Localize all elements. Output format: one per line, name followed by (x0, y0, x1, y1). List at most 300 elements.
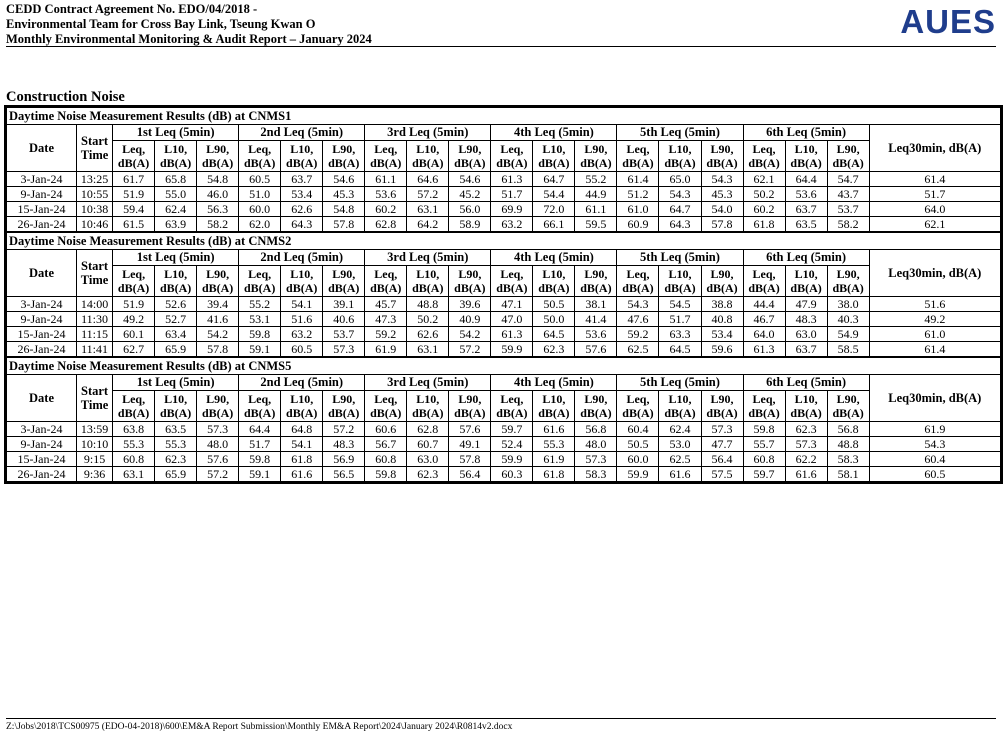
leq30-cell: 60.4 (869, 452, 1000, 467)
subcol-header (533, 141, 575, 172)
value-cell: 60.5 (281, 342, 323, 358)
subcol-header-line: dB(A) (664, 281, 696, 295)
leq30-cell: 49.2 (869, 312, 1000, 327)
leq-group-header: 2nd Leq (5min) (239, 250, 365, 266)
leq30-cell: 51.6 (869, 297, 1000, 312)
noise-table-body (7, 108, 1001, 482)
subcol-header (617, 141, 659, 172)
header-line-3: Monthly Environmental Monitoring & Audit Report – January 2024 (6, 32, 372, 46)
value-cell: 60.1 (113, 327, 155, 342)
value-cell: 54.1 (281, 297, 323, 312)
value-cell: 55.3 (155, 437, 197, 452)
value-cell: 59.1 (239, 342, 281, 358)
subcol-header-line: Leq, (752, 267, 776, 281)
leq30-cell: 54.3 (869, 437, 1000, 452)
subcol-header-line: dB(A) (159, 406, 192, 420)
value-cell: 60.4 (617, 422, 659, 437)
subcol-header-line: L90, (710, 142, 734, 156)
value-cell: 62.2 (785, 452, 827, 467)
value-cell: 59.7 (743, 467, 785, 482)
value-cell: 53.7 (323, 327, 365, 342)
subcol-header (407, 391, 449, 422)
header-line-1: CEDD Contract Agreement No. EDO/04/2018 - (6, 2, 258, 16)
header-row-groups (7, 250, 1001, 266)
subcol-header-line: dB(A) (580, 156, 612, 170)
value-cell: 54.8 (323, 202, 365, 217)
subcol-header-line: L10, (164, 267, 188, 281)
value-cell: 57.8 (197, 342, 239, 358)
value-cell: 54.0 (701, 202, 743, 217)
value-cell: 57.8 (323, 217, 365, 233)
leq-group-header: 6th Leq (5min) (743, 125, 869, 141)
date-cell: 3-Jan-24 (7, 422, 77, 437)
subcol-header-line: dB(A) (412, 281, 444, 295)
value-cell: 62.0 (239, 217, 281, 233)
subcol-header-line: dB(A) (412, 156, 444, 170)
subcol-header (281, 141, 323, 172)
value-cell: 59.9 (491, 452, 533, 467)
table-row (7, 187, 1001, 202)
value-cell: 54.7 (827, 172, 869, 187)
table-title: Daytime Noise Measurement Results (dB) at CNMS2 (7, 232, 1001, 250)
subcol-header-line: dB(A) (580, 281, 612, 295)
value-cell: 51.2 (617, 187, 659, 202)
subcol-header-line: dB(A) (580, 406, 612, 420)
value-cell: 63.4 (155, 327, 197, 342)
value-cell: 54.3 (659, 187, 701, 202)
value-cell: 51.6 (281, 312, 323, 327)
leq-group-header: 5th Leq (5min) (617, 125, 743, 141)
time-cell: 11:30 (77, 312, 113, 327)
subcol-header-line: L90, (206, 267, 230, 281)
leq30-cell: 60.5 (869, 467, 1000, 482)
value-cell: 45.3 (701, 187, 743, 202)
value-cell: 45.2 (449, 187, 491, 202)
header-row-groups (7, 125, 1001, 141)
value-cell: 56.4 (701, 452, 743, 467)
value-cell: 50.2 (743, 187, 785, 202)
value-cell: 63.7 (785, 202, 827, 217)
subcol-header-line: Leq, (752, 142, 776, 156)
subcol-header-line: dB(A) (159, 281, 192, 295)
value-cell: 60.2 (365, 202, 407, 217)
subcol-header (197, 141, 239, 172)
subcol-header (239, 266, 281, 297)
start-time-header-line: Start (81, 259, 109, 273)
subcol-header (785, 141, 827, 172)
subcol-header-line: L90, (332, 392, 356, 406)
subcol-header (659, 391, 701, 422)
value-cell: 59.8 (743, 422, 785, 437)
subcol-header-line: L10, (290, 267, 314, 281)
subcol-header-line: dB(A) (706, 406, 738, 420)
subcol-header-line: L10, (164, 392, 188, 406)
value-cell: 54.6 (323, 172, 365, 187)
subcol-header (155, 266, 197, 297)
value-cell: 61.6 (659, 467, 701, 482)
value-cell: 38.0 (827, 297, 869, 312)
time-cell: 11:15 (77, 327, 113, 342)
subcol-header-line: L90, (458, 392, 482, 406)
subcol-header-line: L10, (416, 267, 440, 281)
value-cell: 53.4 (701, 327, 743, 342)
value-cell: 48.8 (407, 297, 449, 312)
value-cell: 61.6 (281, 467, 323, 482)
table-row (7, 172, 1001, 187)
noise-results-table-wrap (4, 105, 1003, 484)
start-time-header-line: Start (81, 384, 109, 398)
subcol-header-line: dB(A) (832, 281, 864, 295)
subcol-header-line: dB(A) (622, 406, 654, 420)
value-cell: 50.5 (617, 437, 659, 452)
value-cell: 56.0 (449, 202, 491, 217)
subcol-header-line: dB(A) (748, 406, 780, 420)
subcol-header (113, 141, 155, 172)
subcol-header-line: Leq, (626, 142, 650, 156)
time-cell: 9:36 (77, 467, 113, 482)
date-cell: 9-Jan-24 (7, 437, 77, 452)
subcol-header-line: dB(A) (538, 281, 570, 295)
value-cell: 43.7 (827, 187, 869, 202)
subcol-header (743, 141, 785, 172)
subcol-header (155, 141, 197, 172)
value-cell: 53.6 (365, 187, 407, 202)
date-cell: 3-Jan-24 (7, 172, 77, 187)
value-cell: 61.1 (575, 202, 617, 217)
table-row (7, 342, 1001, 358)
value-cell: 63.9 (155, 217, 197, 233)
value-cell: 61.4 (617, 172, 659, 187)
value-cell: 53.6 (575, 327, 617, 342)
value-cell: 39.6 (449, 297, 491, 312)
date-cell: 9-Jan-24 (7, 312, 77, 327)
value-cell: 56.3 (197, 202, 239, 217)
subcol-header-line: dB(A) (538, 156, 570, 170)
value-cell: 64.7 (533, 172, 575, 187)
subcol-header-line: dB(A) (790, 406, 822, 420)
subcol-header-line: L10, (668, 142, 692, 156)
value-cell: 72.0 (533, 202, 575, 217)
value-cell: 41.4 (575, 312, 617, 327)
leq30-cell: 64.0 (869, 202, 1000, 217)
value-cell: 48.3 (785, 312, 827, 327)
subcol-header-line: dB(A) (454, 406, 486, 420)
value-cell: 57.6 (197, 452, 239, 467)
date-cell: 15-Jan-24 (7, 327, 77, 342)
subcol-header-line: L90, (332, 267, 356, 281)
subcol-header-line: L10, (794, 267, 818, 281)
leq-group-header: 2nd Leq (5min) (239, 375, 365, 391)
value-cell: 64.3 (659, 217, 701, 233)
subcol-header-line: L10, (668, 392, 692, 406)
value-cell: 56.5 (323, 467, 365, 482)
value-cell: 58.3 (827, 452, 869, 467)
subcol-header-line: Leq, (626, 267, 650, 281)
value-cell: 57.2 (197, 467, 239, 482)
value-cell: 64.0 (743, 327, 785, 342)
subcol-header (323, 391, 365, 422)
subcol-header (323, 266, 365, 297)
subcol-header (449, 266, 491, 297)
value-cell: 53.0 (659, 437, 701, 452)
subcol-header-line: dB(A) (496, 406, 528, 420)
subcol-header-line: L10, (164, 142, 188, 156)
value-cell: 51.7 (239, 437, 281, 452)
value-cell: 62.3 (533, 342, 575, 358)
subcol-header-line: dB(A) (790, 281, 822, 295)
value-cell: 60.7 (407, 437, 449, 452)
header-row-subcols (7, 141, 1001, 172)
value-cell: 52.4 (491, 437, 533, 452)
value-cell: 54.9 (827, 327, 869, 342)
value-cell: 55.7 (743, 437, 785, 452)
subcol-header-line: L90, (332, 142, 356, 156)
time-cell: 11:41 (77, 342, 113, 358)
value-cell: 54.3 (701, 172, 743, 187)
value-cell: 47.9 (785, 297, 827, 312)
subcol-header-line: L10, (416, 392, 440, 406)
section-title: Construction Noise (6, 89, 125, 105)
value-cell: 60.6 (365, 422, 407, 437)
value-cell: 60.8 (365, 452, 407, 467)
subcol-header-line: dB(A) (159, 156, 192, 170)
subcol-header-line: L90, (710, 267, 734, 281)
subcol-header-line: dB(A) (454, 156, 486, 170)
subcol-header (575, 141, 617, 172)
date-header: Date (7, 250, 77, 297)
value-cell: 39.4 (197, 297, 239, 312)
subcol-header (365, 391, 407, 422)
header-text (6, 2, 996, 47)
subcol-header-line: L90, (710, 392, 734, 406)
subcol-header-line: Leq, (374, 392, 398, 406)
leq-group-header: 3rd Leq (5min) (365, 125, 491, 141)
subcol-header-line: dB(A) (286, 156, 318, 170)
table-title-row (7, 357, 1001, 375)
value-cell: 62.8 (407, 422, 449, 437)
date-cell: 15-Jan-24 (7, 202, 77, 217)
value-cell: 47.0 (491, 312, 533, 327)
value-cell: 49.2 (113, 312, 155, 327)
value-cell: 61.8 (281, 452, 323, 467)
value-cell: 63.5 (155, 422, 197, 437)
value-cell: 48.3 (323, 437, 365, 452)
subcol-header-line: dB(A) (328, 406, 360, 420)
subcol-header-line: Leq, (500, 142, 524, 156)
date-header: Date (7, 125, 77, 172)
value-cell: 57.8 (701, 217, 743, 233)
value-cell: 58.2 (827, 217, 869, 233)
value-cell: 51.9 (113, 187, 155, 202)
value-cell: 59.8 (239, 452, 281, 467)
subcol-header-line: L10, (542, 267, 566, 281)
value-cell: 44.9 (575, 187, 617, 202)
value-cell: 51.7 (491, 187, 533, 202)
subcol-header (365, 141, 407, 172)
subcol-header-line: dB(A) (244, 156, 276, 170)
leq-group-header: 1st Leq (5min) (113, 125, 239, 141)
value-cell: 56.8 (827, 422, 869, 437)
value-cell: 63.1 (407, 202, 449, 217)
value-cell: 61.6 (785, 467, 827, 482)
value-cell: 63.0 (785, 327, 827, 342)
value-cell: 38.1 (575, 297, 617, 312)
start-time-header-line: Time (80, 398, 109, 412)
table-title: Daytime Noise Measurement Results (dB) at CNMS1 (7, 108, 1001, 125)
value-cell: 49.1 (449, 437, 491, 452)
value-cell: 41.6 (197, 312, 239, 327)
header-row-subcols (7, 391, 1001, 422)
subcol-header-line: Leq, (500, 267, 524, 281)
subcol-header-line: L90, (458, 142, 482, 156)
value-cell: 59.7 (491, 422, 533, 437)
footer-path: Z:\Jobs\2018\TCS00975 (EDO-04-2018)\600\EM&A Report Submission\Monthly EM&A Report\2024\January 2024\R0814v2.docx (6, 718, 996, 732)
time-cell: 13:25 (77, 172, 113, 187)
value-cell: 46.0 (197, 187, 239, 202)
subcol-header-line: dB(A) (412, 406, 444, 420)
subcol-header-line: dB(A) (370, 281, 402, 295)
subcol-header-line: dB(A) (117, 156, 150, 170)
subcol-header (113, 391, 155, 422)
subcol-header-line: Leq, (248, 267, 272, 281)
leq30-cell: 61.0 (869, 327, 1000, 342)
value-cell: 56.8 (575, 422, 617, 437)
value-cell: 45.7 (365, 297, 407, 312)
subcol-header-line: L10, (794, 142, 818, 156)
value-cell: 52.6 (155, 297, 197, 312)
value-cell: 58.2 (197, 217, 239, 233)
value-cell: 61.3 (743, 342, 785, 358)
value-cell: 60.9 (617, 217, 659, 233)
value-cell: 59.9 (491, 342, 533, 358)
value-cell: 54.5 (659, 297, 701, 312)
subcol-header (323, 141, 365, 172)
value-cell: 60.5 (239, 172, 281, 187)
value-cell: 51.9 (113, 297, 155, 312)
subcol-header (701, 266, 743, 297)
leq30-cell: 61.4 (869, 172, 1000, 187)
value-cell: 50.5 (533, 297, 575, 312)
subcol-header-line: dB(A) (201, 281, 234, 295)
value-cell: 54.1 (281, 437, 323, 452)
value-cell: 63.3 (659, 327, 701, 342)
table-title-row (7, 108, 1001, 125)
value-cell: 51.0 (239, 187, 281, 202)
value-cell: 60.8 (113, 452, 155, 467)
value-cell: 47.3 (365, 312, 407, 327)
subcol-header (239, 141, 281, 172)
value-cell: 57.6 (449, 422, 491, 437)
leq-group-header: 2nd Leq (5min) (239, 125, 365, 141)
subcol-header-line: dB(A) (370, 156, 402, 170)
table-row (7, 297, 1001, 312)
value-cell: 63.7 (785, 342, 827, 358)
subcol-header-line: Leq, (374, 267, 398, 281)
subcol-header-line: dB(A) (832, 156, 864, 170)
subcol-header-line: Leq, (500, 392, 524, 406)
value-cell: 57.2 (407, 187, 449, 202)
value-cell: 65.9 (155, 467, 197, 482)
value-cell: 54.3 (617, 297, 659, 312)
subcol-header-line: L90, (836, 142, 860, 156)
value-cell: 61.3 (491, 172, 533, 187)
value-cell: 61.9 (365, 342, 407, 358)
value-cell: 62.5 (617, 342, 659, 358)
value-cell: 53.1 (239, 312, 281, 327)
date-cell: 26-Jan-24 (7, 467, 77, 482)
value-cell: 58.5 (827, 342, 869, 358)
leq-group-header: 3rd Leq (5min) (365, 375, 491, 391)
value-cell: 50.0 (533, 312, 575, 327)
value-cell: 52.7 (155, 312, 197, 327)
leq30-cell: 51.7 (869, 187, 1000, 202)
subcol-header-line: Leq, (248, 392, 272, 406)
noise-results-table (6, 107, 1001, 482)
subcol-header-line: Leq, (248, 142, 272, 156)
value-cell: 57.3 (785, 437, 827, 452)
time-cell: 10:46 (77, 217, 113, 233)
subcol-header-line: L90, (584, 142, 608, 156)
value-cell: 59.2 (365, 327, 407, 342)
subcol-header-line: dB(A) (706, 281, 738, 295)
subcol-header (281, 266, 323, 297)
value-cell: 55.3 (533, 437, 575, 452)
header-row-subcols (7, 266, 1001, 297)
value-cell: 65.8 (155, 172, 197, 187)
time-cell: 13:59 (77, 422, 113, 437)
subcol-header (491, 266, 533, 297)
value-cell: 56.9 (323, 452, 365, 467)
value-cell: 64.6 (407, 172, 449, 187)
subcol-header (827, 391, 869, 422)
value-cell: 63.1 (407, 342, 449, 358)
subcol-header-line: dB(A) (328, 156, 360, 170)
subcol-header-line: dB(A) (832, 406, 864, 420)
subcol-header-line: L90, (458, 267, 482, 281)
subcol-header (533, 266, 575, 297)
value-cell: 59.9 (617, 467, 659, 482)
start-time-header-line: Time (80, 273, 109, 287)
subcol-header (155, 391, 197, 422)
value-cell: 61.3 (491, 327, 533, 342)
subcol-header-line: dB(A) (538, 406, 570, 420)
leq-group-header: 3rd Leq (5min) (365, 250, 491, 266)
value-cell: 60.2 (743, 202, 785, 217)
leq-group-header: 5th Leq (5min) (617, 250, 743, 266)
subcol-header-line: Leq, (122, 392, 146, 406)
value-cell: 63.7 (281, 172, 323, 187)
value-cell: 57.2 (323, 422, 365, 437)
leq-group-header: 1st Leq (5min) (113, 250, 239, 266)
value-cell: 57.3 (197, 422, 239, 437)
subcol-header (827, 141, 869, 172)
value-cell: 57.6 (575, 342, 617, 358)
subcol-header-line: Leq, (122, 267, 146, 281)
value-cell: 62.3 (407, 467, 449, 482)
subcol-header-line: L10, (542, 142, 566, 156)
value-cell: 61.8 (533, 467, 575, 482)
value-cell: 64.5 (533, 327, 575, 342)
subcol-header (827, 266, 869, 297)
value-cell: 50.2 (407, 312, 449, 327)
subcol-header (701, 391, 743, 422)
date-cell: 9-Jan-24 (7, 187, 77, 202)
header-row-groups (7, 375, 1001, 391)
value-cell: 62.3 (785, 422, 827, 437)
value-cell: 62.6 (281, 202, 323, 217)
subcol-header-line: dB(A) (286, 281, 318, 295)
subcol-header (785, 391, 827, 422)
